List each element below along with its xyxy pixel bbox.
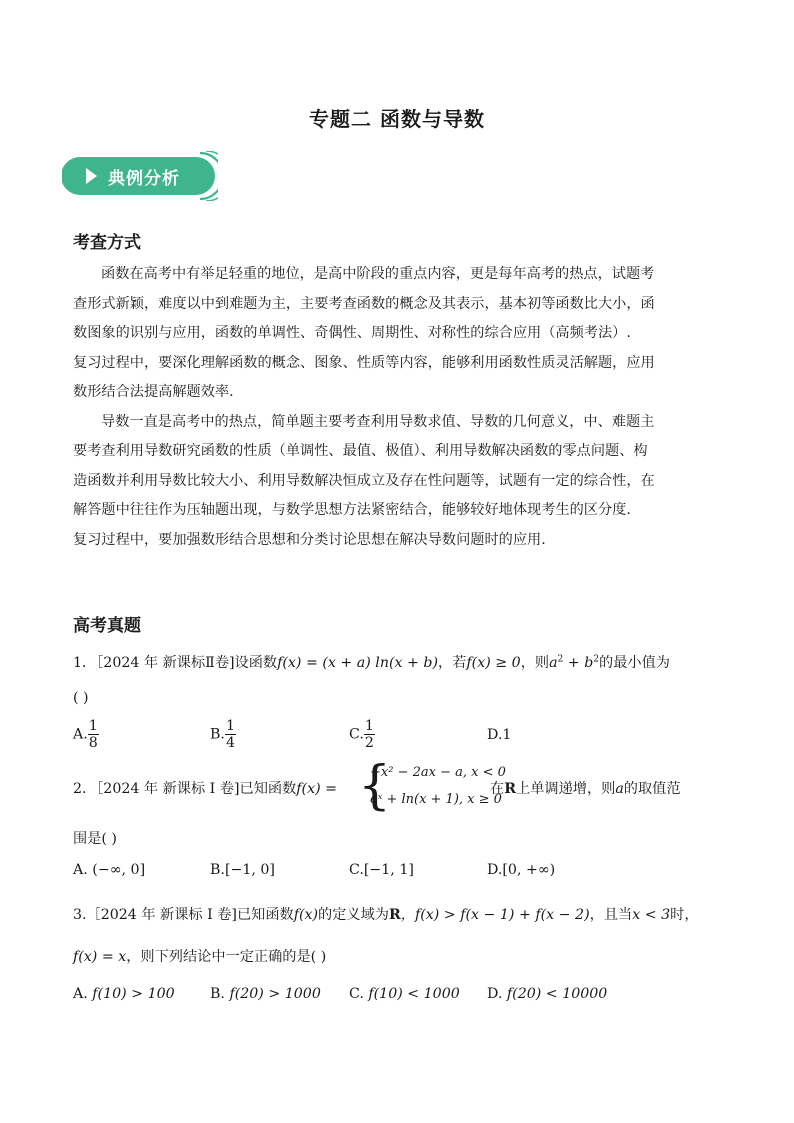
option-value: f(10) < 1000: [368, 986, 460, 1002]
q1-prefix: 1．［2024 年 新课标Ⅱ卷]设函数: [73, 655, 278, 671]
denominator: 8: [88, 735, 98, 751]
text-line: 数图象的识别与应用，函数的单调性、奇偶性、周期性、对称性的综合应用（高频考法）.: [73, 325, 631, 341]
q1-option-b[interactable]: [210, 718, 236, 751]
piecewise-case-2: eˣ + ln(x + 1), x ≥ 0: [370, 792, 502, 807]
option-value: f(20) < 10000: [506, 986, 608, 1002]
option-letter: B.: [210, 986, 225, 1002]
question-1-stem: [73, 652, 670, 672]
q2-option-c[interactable]: [349, 862, 414, 878]
question-2-stem-left: [73, 778, 337, 798]
q2-text: 上单调递增，则: [516, 781, 616, 797]
q2-option-a[interactable]: [73, 862, 145, 878]
q1-option-c[interactable]: [349, 718, 375, 751]
text-line: 查形式新颖，难度以中到难题为主，主要考查函数的概念及其表示，基本初等函数比大小，函: [73, 295, 655, 312]
section-heading-exam-method: 考查方式: [73, 233, 141, 253]
text-line: 复习过程中，要加强数形结合思想和分类讨论思想在解决导数问题时的应用.: [73, 531, 546, 548]
q2-text: 在: [490, 781, 505, 797]
option-letter: A.: [73, 726, 88, 743]
q3-text: ，且当: [589, 907, 633, 923]
q1-option-a[interactable]: [73, 718, 99, 751]
option-value: f(20) > 1000: [229, 986, 321, 1002]
q1-text: ，若: [438, 655, 467, 671]
q3-function-name: f(x): [293, 907, 319, 923]
numerator: 1: [225, 718, 235, 734]
option-letter: B.: [210, 862, 225, 878]
q2-var-a: a: [615, 781, 624, 797]
question-3-stem: [73, 904, 699, 924]
question-2-stem-right: [490, 778, 681, 798]
q1-text: ，则: [520, 655, 550, 671]
q3-text: ，则下列结论中一定正确的是( ): [126, 949, 327, 965]
q3-real-set: R: [388, 907, 401, 923]
option-value: (−∞, 0]: [92, 862, 146, 878]
q3-expression: f(x) = x: [73, 949, 127, 965]
option-value: [−1, 0]: [224, 862, 275, 878]
question-2-line2: 围是( ): [73, 831, 117, 847]
page-title: 专题二 函数与导数: [309, 107, 485, 131]
q1-condition: f(x) ≥ 0: [466, 655, 521, 671]
piecewise-case-1: −x² − 2ax − a, x < 0: [370, 765, 506, 780]
q1-exp: 2: [557, 654, 564, 665]
option-letter: C.: [349, 986, 364, 1002]
banner-label: 典例分析: [108, 169, 180, 189]
q1-var-b: b: [584, 655, 594, 671]
q2-prefix: 2．［2024 年 新课标 I 卷]已知函数: [73, 781, 297, 797]
numerator: 1: [364, 718, 374, 734]
text-line: 数形结合法提高解题效率.: [73, 384, 234, 400]
q2-piecewise-function: [358, 756, 506, 816]
q1-suffix: 的最小值为: [599, 655, 670, 671]
text-line: 导数一直是高考中的热点，简单题主要考查利用导数求值、导数的几何意义，中、难题主: [101, 413, 655, 430]
q2-text: 的取值范: [623, 781, 681, 797]
q3-option-c[interactable]: [349, 986, 460, 1002]
q2-option-d[interactable]: [487, 862, 555, 878]
option-letter: A.: [73, 862, 88, 878]
question-1-paren: ( ): [73, 690, 89, 706]
question-3-line2: [73, 946, 326, 966]
option-letter: C.: [349, 726, 364, 743]
numerator: 1: [88, 718, 98, 734]
q1-exp: 2: [593, 654, 600, 665]
option-value: 1: [502, 727, 512, 743]
q3-text: 时，: [670, 907, 699, 923]
q3-condition: ，f(x) > f(x − 1) + f(x − 2): [400, 907, 590, 923]
option-value: [−1, 1]: [363, 862, 414, 878]
q1-var-a: a: [549, 655, 558, 671]
q3-option-d[interactable]: [487, 986, 607, 1002]
text-line: 要考查利用导数研究函数的性质（单调性、最值、极值）、利用导数解决函数的零点问题、构: [73, 443, 648, 459]
option-value: f(10) > 100: [92, 986, 175, 1002]
section-heading-real-exam: 高考真题: [73, 616, 141, 636]
q1-function: f(x) = (x + a) ln(x + b): [277, 655, 439, 671]
fraction: [88, 718, 99, 751]
option-letter: D.: [487, 862, 503, 878]
q3-condition-2: x < 3: [632, 907, 671, 923]
text-line: 造函数并利用导数比较大小、利用导数解决恒成立及存在性问题等，试题有一定的综合性，在: [73, 472, 655, 489]
q3-text: 的定义域为: [318, 907, 389, 923]
q2-real-set: R: [504, 781, 516, 797]
text-line: 复习过程中，要深化理解函数的概念、图象、性质等内容，能够利用函数性质灵活解题，应用: [73, 354, 655, 371]
option-letter: C.: [349, 862, 364, 878]
exam-method-paragraph: [73, 260, 723, 555]
q1-option-d[interactable]: [487, 727, 511, 743]
option-letter: D.: [487, 727, 503, 743]
denominator: 2: [364, 735, 374, 751]
option-letter: D.: [487, 986, 503, 1002]
section-banner: [62, 151, 218, 201]
q3-option-a[interactable]: [73, 986, 175, 1002]
left-brace: {: [358, 756, 392, 816]
text-line: 解答题中往往作为压轴题出现，与数学思想方法紧密结合，能够较好地体现考生的区分度.: [73, 502, 631, 518]
q1-plus: +: [563, 655, 585, 671]
text-line: 函数在高考中有举足轻重的地位，是高中阶段的重点内容，更是每年高考的热点，试题考: [101, 266, 655, 282]
fraction: [364, 718, 375, 751]
q3-prefix: 3.［2024 年 新课标 I 卷]已知函数: [73, 907, 294, 923]
fraction: [225, 718, 236, 751]
q2-option-b[interactable]: [210, 862, 275, 878]
option-letter: A.: [73, 986, 88, 1002]
denominator: 4: [225, 735, 235, 751]
option-value: [0, +∞): [502, 862, 556, 878]
option-letter: B.: [210, 726, 225, 743]
q3-option-b[interactable]: [210, 986, 321, 1002]
q2-function-name: f(x) =: [296, 781, 338, 797]
